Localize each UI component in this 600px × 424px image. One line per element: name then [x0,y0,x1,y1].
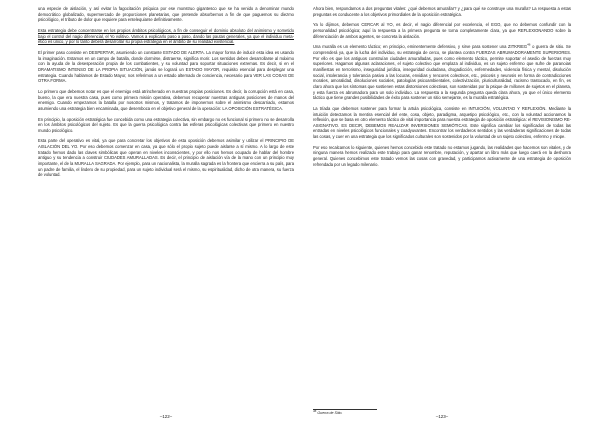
page-number: –123– [435,414,449,419]
right-page [313,0,571,424]
left-text-column [38,6,294,183]
paragraph: Esta parte del operativo es vital, ya que para concretar los objetivos de esta oposición debemos asimilar y utilizar el PRINCIPIO DE AISLACIÓN DEL YO. Por eso debemos comenzar en casa, ya que sólo el propio sujeto puede aislarse a sí mismo. A lo largo de este tratado hemos dado las claves simbólicas que operan en niveles inconscientes, y por ello nos hemos ocupado de hablar del hombre antiguo y su tendencia a construir CIUDADES AMURALLADAS. Es decir, el principio de aislación vía de la mano con un principio muy importante, el de la MURALLA SAGRADA. Por ejemplo, para un nacionalista, la muralla sagrada es la frontera que encierra a su país, para un padre de familia, el lindero de su propiedad, para un sujeto individual será el mismo, su espiritualidad, dicho de otra manera, su fuerza de voluntad. [38,138,294,178]
left-page [38,0,294,424]
paragraph-text-end: o guerra de sitio. Se comprenderá ya, que la lucha del individuo, su estrategia de cerco, se plantea contra FUERZAS ABRUMADORAMENTE SUPERIORES. Por ello es que los antiguos construían ciudades amuralladas, pues como elemento táctico, permite soportar el asedio de fuerzas muy superiores. Hagamos algunas aclaraciones, el sujeto colectivo que emplaza al individuo, es un sujeto enfermo que sufre de paranoias manifiestas en terrorismo, inseguridad jurídica, inseguridad ciudadana, drogadicción, enfermedades, violencia física y mental, disolución social, intolerancia y tolerancia pasiva a las locuras, envidias y rencores colectivos, etc., psicosis y neurosis en forma de contradicciones morales, amoralidad, disoluciones sociales, patologías psicoambientales, colectivización, pluriculturalidad, racismo trastocado, en fin, es claro ahora que los síntomas que sostienen estas distorsiones colectivas, son sostenidas por la psique de millones de sujetos en el planeta, y esta fuerza es abrumadora para un solo individuo. La respuesta a la segunda pregunta queda clara ahora, ya que el único elemento táctico que tiene grandes posibilidades de éxito para sostener un sitio semejante, es la muralla estratégica. [313,44,571,101]
paragraph: En principio, la oposición estratégica fue concebida como una estrategia colectiva, sin embargo no es funcional si primero no se desarrolla en los ámbitos psicológicos del sujeto. Es que la guerra psicológica contra las esferas psicológicas colectivas que primero en nuestro mundo psicológico. [38,116,294,133]
paragraph: Ahora bien, respondamos a dos preguntas vitales: ¿qué debemos amurallar? y ¿para qué se construye una muralla? La respuesta a estas preguntas es conducente a los objetivos primordiales de la oposición estratégica. [313,6,571,17]
paragraph: Ya lo dijimos, debemos CERCAR al YO, es decir, el nagio diferencial por excelencia, el EGO, que no debemos confundir con la personalidad psicológica; aquí la respuesta a la primera pregunta se torna completamente clara, ya que REFLEXIONANDO sobre la diferenciación de ambos agentes, se concreta la aislación. [313,22,571,39]
paragraph: Lo primero que debemos notar es que el enemigo está atrincherado en nuestras propias posiciones. Es decir, la corrupción está en casa, bueno, la que era nuestra casa, pues como primera misión operativa, debemos recuperar nuestras antiguas posiciones de manos del enemigo. Cuando empezamos la batalla por nosotros mismos, y tratamos de imponernos sobre el animismo descarriado, estamos asumiendo una estrategia bien encaminada, que desemboca en el objetivo general de la operación: LA OPOSICIÓN ESTRATÉGICA. [38,88,294,111]
paragraph: La tríada que debemos sostener para formar la artula psicológica, consiste en INTUICIÓN, VOLUNTAD Y REFLEXIÓN. Mediante la intuición detectamos la mentira esencial del ente, cosa, objeto, paradigma, arquetipo psicológico, etc., con la voluntad accionamos la reflexión, que se basa en otro elemento táctico de vital importancia para nuestra estrategia de oposición estratégica: el REVISIONISMO RE-ASIGNATIVO. ES DECIR, DEBEMOS REALIZAR INVERSIONES SEMIÓTICAS. Este significa cambiar los significados de todas las entradas en niveles psicológicos funcionales y coadyuvantes. Encontrar los verdaderos sentidos y las verdaderas significaciones de todas las cosas, y cuer en una estrategia que los significados culturales son sostenidos por la voluntad de un sujeto colectivo, enfermo y miope. [313,105,571,140]
footnote-divider [313,409,377,410]
right-text-column [313,6,571,172]
paragraph: El primer paso consiste en DESPERTAR, asumiendo un constante ESTADO DE ALERTA. La mayor forma de inducir esta idea es usando la imaginación. Estamos en un campo de batalla, donde dormirse, distraerse, significa morir. Los sentidos deben desarrollarse al máximo con la ayuda de la desesperación propia de los combatientes, y su voluntad para soportar situaciones extremas. Es decir, si en el DRAMATISMO INTENSO DE LA PROPIA SITUACIÓN, jamás se logrará un ESTADO MAYOR, requisito esencial para desplegar una estrategia. Cuando hablamos de Estado Mayor, nos referimos a un estado alternado de conciencia, necesario para VER LAS COSAS DE OTRA FORMA. [38,49,294,84]
footnote-marker: 46 [313,409,317,413]
footnote-text: Guerra de Sitio. [316,411,343,416]
footnote-reference[interactable]: 46 [527,42,531,47]
paragraph-text-start: Una muralla es un elemento táctico; en principio, eminentemente defensivo, y sirve para sostener una ZITKRIEG [313,44,528,50]
paragraph-underlined: Esta estrategia debe concentrarse en los propios ámbitos psicológicos, a fin de conseguir el dominio absoluto del animismo y sometido bajo el control del nagio diferencial, el Yo volitivo. Vamos a explicarlo paso a paso, dando las pautas generales, ya que el individuo meta-ético es único, y por lo tanto deberá desarrollar su propia estrategia en el ámbito de su realidad existencial. [38,27,294,45]
page-number: –122– [159,414,173,419]
paragraph: Por eso recalcamos lo siguiente, quienes hemos concebido este tratado no estamos jugando, las realidades que hacemos son vitales, y de ninguna manera hemos realizado este trabajo para ganar renombre, reputación, y apartar un libro más que luego caerá en la deshonra general. Quienes concebimos este tratado vemos las cosas con gravedad, y participamos activamente de una estrategia de oposición refrendada por un legado milenario. [313,144,571,167]
paragraph: una especie de aislación, y así evitar la fagocitación psíquica por ese monstruo gigantesco que se ha venido a denominar mundo democrático globalizado, supermercado de proporciones planetarias, que pretende absorbernos a fin de que paguemos su diezmo psicológico, el tributo de dolor que requiere para entelequiarse definitivamente. [38,6,294,23]
paragraph-with-footnote [313,44,571,101]
